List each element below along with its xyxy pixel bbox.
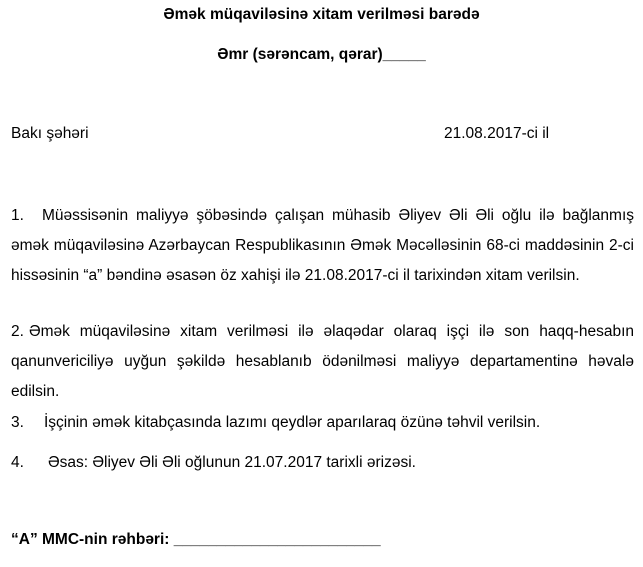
order-item-text: Əmək müqaviləsinə xitam verilməsi ilə əlaqədar olaraq işçi ilə son haqq-hesabın qanunvericiliyə uyğun şəkildə hesablanıb ödənilməsi maliyyə departamentinə həvalə edilsin. [11,323,634,400]
order-item-number: 2. [11,323,24,340]
document-title: Əmək müqaviləsinə xitam verilməsi barədə [163,6,480,23]
order-item-text: Əsas: Əliyev Əli Əli oğlunun 21.07.2017 tarixli ərizəsi. [47,454,416,471]
order-item-4 [11,448,634,478]
signature-line: “A” MMC-nin rəhbəri: ________________________ [11,531,381,548]
order-item-number: 1. [11,207,24,224]
document-date: 21.08.2017-ci il [444,125,550,142]
order-item-2 [11,317,634,407]
order-item-text: Müəssisənin maliyyə şöbəsində çalışan mühasib Əliyev Əli Əli oğlu ilə bağlanmış əmək müqaviləsinə Azərbaycan Respublikasının Əmək Məcəlləsinin 68-ci maddəsinin 2-ci hissəsinin “a” bəndinə əsasən öz xahişi ilə 21.08.2017-ci il tarixindən xitam verilsin. [11,207,634,284]
order-item-text: İşçinin əmək kitabçasında lazımı qeydlər aparılaraq özünə təhvil verilsin. [43,414,541,431]
order-item-number: 4. [11,454,24,471]
document-place: Bakı şəhəri [11,125,89,142]
document-subtitle: Əmr (sərəncam, qərar)_____ [217,46,426,63]
order-item-3 [11,408,634,438]
order-item-number: 3. [11,414,24,431]
order-item-1 [11,201,634,291]
